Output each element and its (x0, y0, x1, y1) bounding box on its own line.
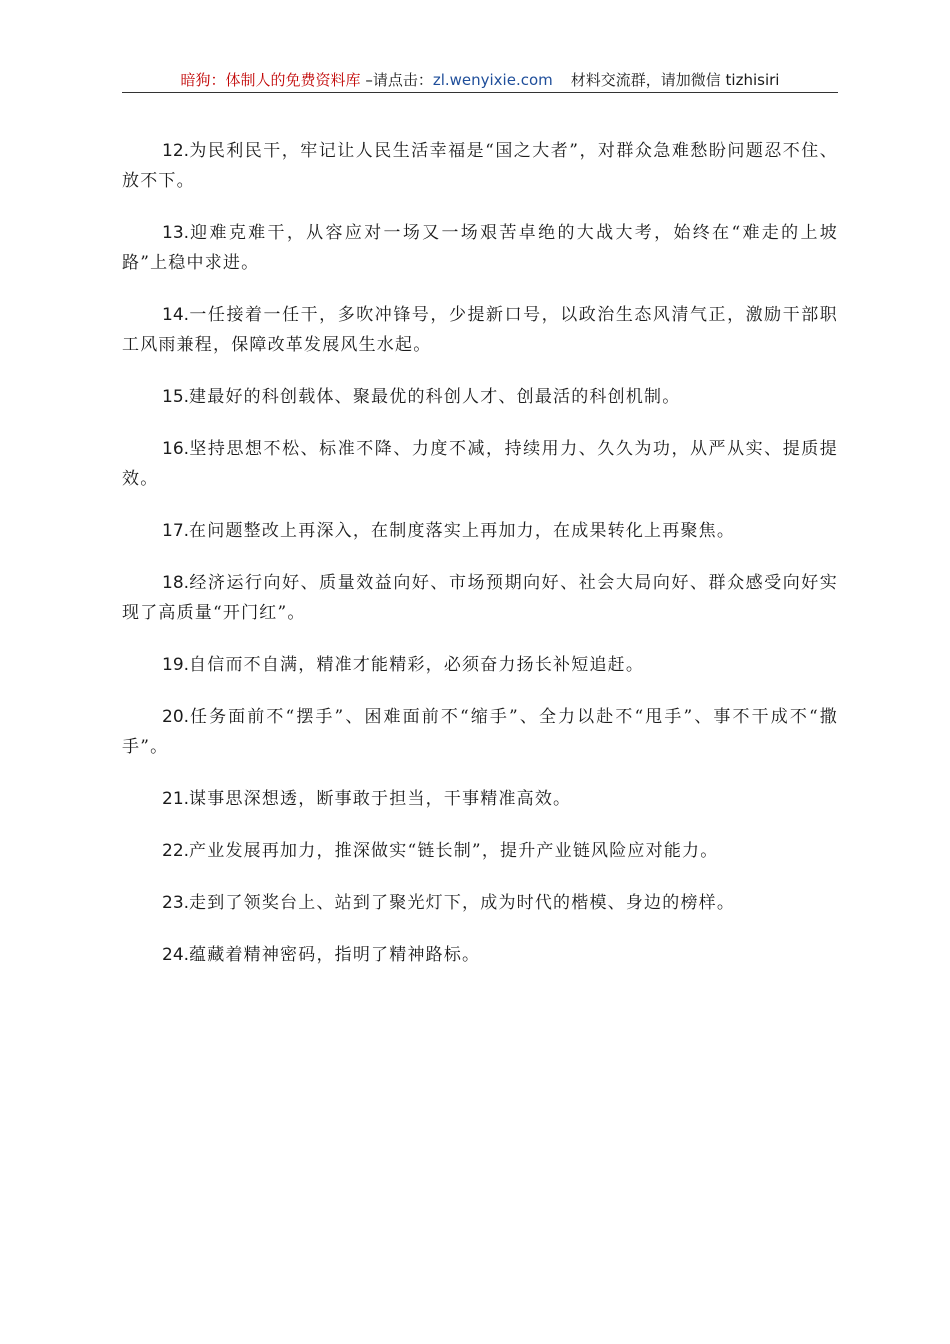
list-item (122, 784, 838, 814)
item-number: 16. (162, 439, 190, 459)
item-number: 15. (162, 387, 190, 407)
list-item (122, 218, 838, 278)
item-text: 产业发展再加力，推深做实“链长制”，提升产业链风险应对能力。 (189, 841, 719, 861)
item-text: 建最好的科创载体、聚最优的科创人才、创最活的科创机制。 (189, 387, 681, 407)
header-contact: 材料交流群，请加微信 tizhisiri (570, 71, 780, 89)
item-text: 走到了领奖台上、站到了聚光灯下，成为时代的楷模、身边的榜样。 (189, 893, 736, 913)
item-number: 14. (162, 305, 190, 325)
list-item (122, 300, 838, 360)
header-brand: 暗狗：体制人的免费资料库 (180, 71, 361, 89)
list-item (122, 382, 838, 412)
item-text: 迎难克难干，从容应对一场又一场艰苦卓绝的大战大考，始终在“难走的上坡路”上稳中求进。 (122, 223, 838, 273)
list-item (122, 702, 838, 762)
item-text: 在问题整改上再深入，在制度落实上再加力，在成果转化上再聚焦。 (189, 521, 736, 541)
item-number: 22. (162, 841, 190, 861)
item-number: 13. (162, 223, 190, 243)
list-item (122, 434, 838, 494)
item-text: 一任接着一任干，多吹冲锋号，少提新口号，以政治生态风清气正，激励干部职工风雨兼程，保障改革发展风生水起。 (122, 305, 838, 355)
header-prompt: –请点击： (360, 71, 433, 89)
item-number: 19. (162, 655, 190, 675)
list-item (122, 136, 838, 196)
item-text: 经济运行向好、质量效益向好、市场预期向好、社会大局向好、群众感受向好实现了高质量“开门红”。 (122, 573, 838, 623)
header-url-link[interactable]: zl.wenyixie.com (432, 71, 553, 89)
item-number: 18. (162, 573, 190, 593)
list-item (122, 568, 838, 628)
item-number: 17. (162, 521, 190, 541)
list-item (122, 650, 838, 680)
list-item (122, 516, 838, 546)
item-number: 23. (162, 893, 190, 913)
item-number: 24. (162, 945, 190, 965)
list-item (122, 888, 838, 918)
document-body (122, 136, 838, 992)
item-number: 21. (162, 789, 190, 809)
item-text: 坚持思想不松、标准不降、力度不减，持续用力、久久为功，从严从实、提质提效。 (122, 439, 838, 489)
item-text: 为民利民干，牢记让人民生活幸福是“国之大者”，对群众急难愁盼问题忍不住、放不下。 (122, 141, 838, 191)
page-header (122, 70, 838, 93)
item-text: 蕴藏着精神密码，指明了精神路标。 (189, 945, 481, 965)
list-item (122, 940, 838, 970)
item-text: 自信而不自满，精准才能精彩，必须奋力扬长补短追赶。 (189, 655, 645, 675)
item-text: 任务面前不“摆手”、困难面前不“缩手”、全力以赴不“甩手”、事不干成不“撒手”。 (122, 707, 838, 757)
item-text: 谋事思深想透，断事敢于担当，干事精准高效。 (189, 789, 572, 809)
item-number: 20. (162, 707, 190, 727)
item-number: 12. (162, 141, 190, 161)
list-item (122, 836, 838, 866)
